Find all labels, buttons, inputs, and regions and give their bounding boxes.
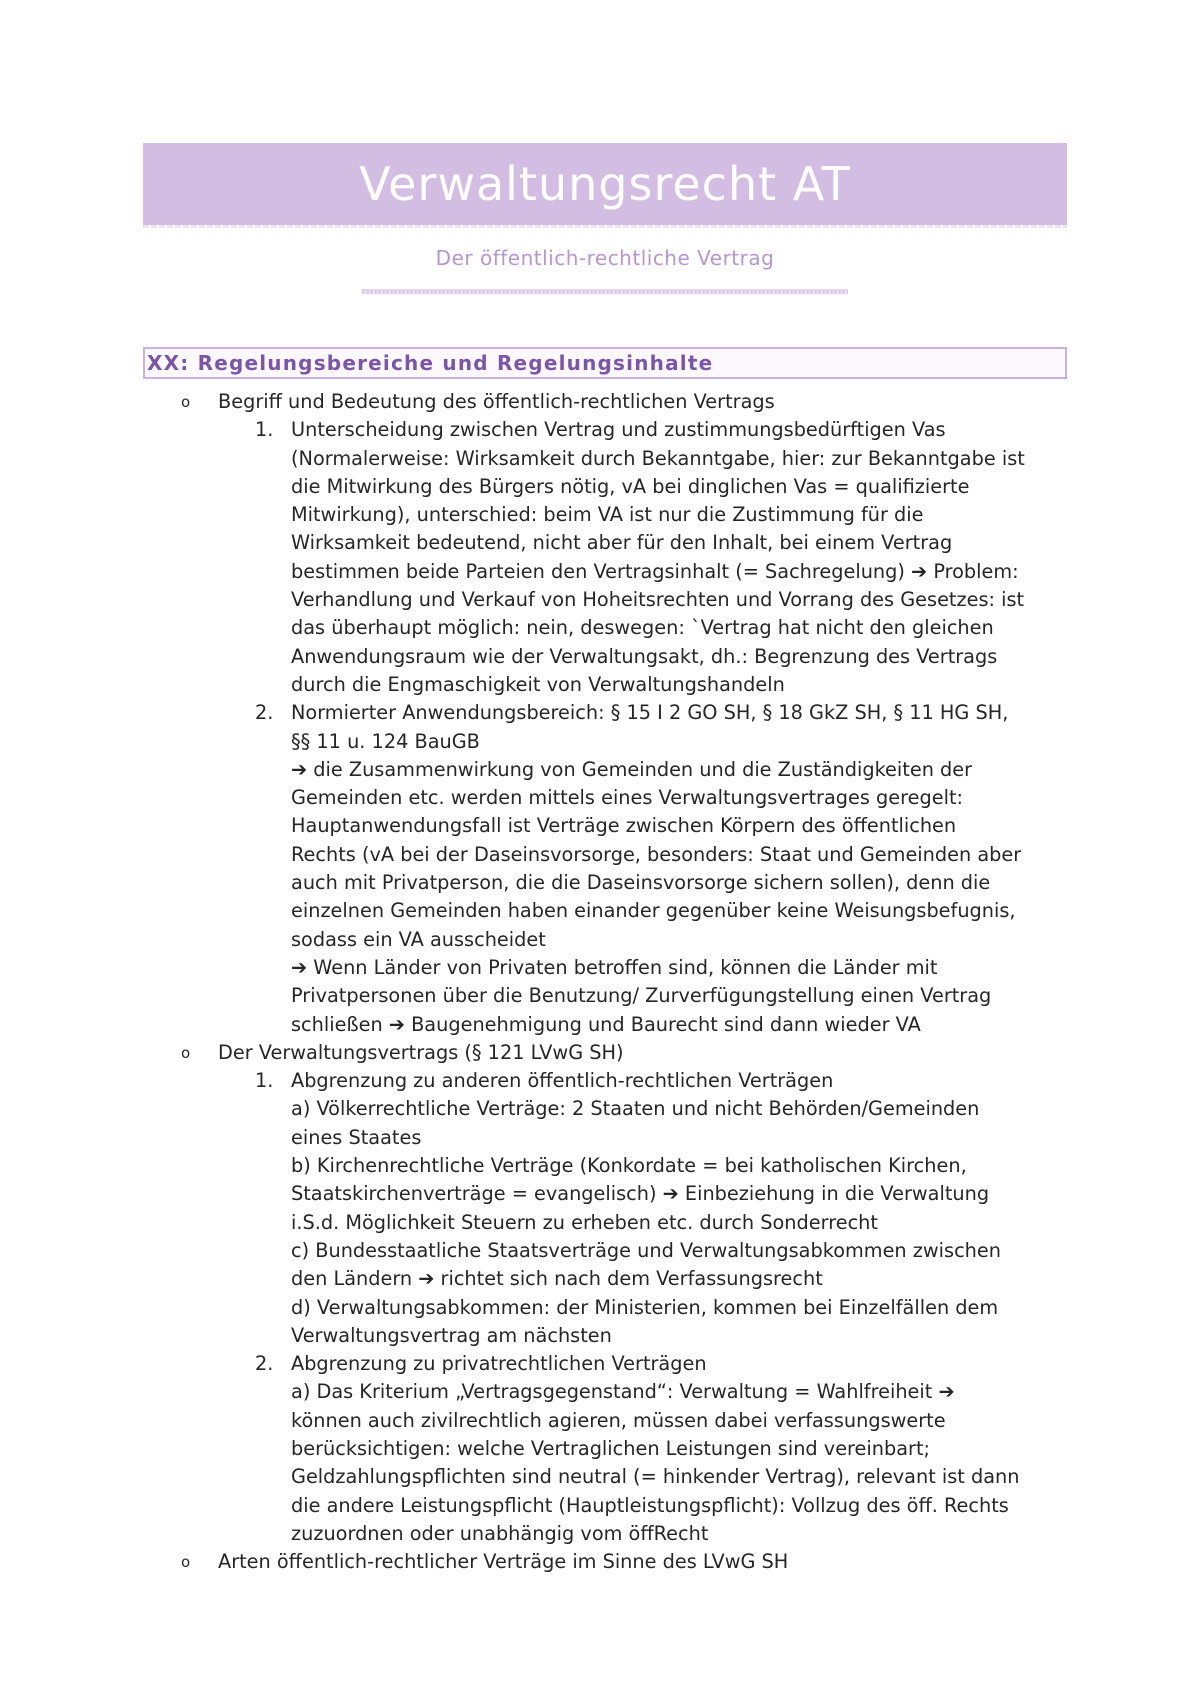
numbered-item	[0, 699, 1200, 1039]
item-text-line: Wirksamkeit bedeutend, nicht aber für den Inhalt, bei einem Vertrag	[291, 531, 953, 555]
item-text-line: §§ 11 u. 124 BauGB	[291, 729, 480, 753]
item-text-line: ➔ Wenn Länder von Privaten betroffen sind, können die Länder mit	[291, 955, 938, 979]
item-text-line: durch die Engmaschigkeit von Verwaltungshandeln	[291, 672, 785, 696]
item-text-line: Geldzahlungspflichten sind neutral (= hinkender Vertrag), relevant ist dann	[291, 1465, 1020, 1489]
section-heading-text: XX: Regelungsbereiche und Regelungsinhalte	[147, 351, 714, 375]
item-text-line: d) Verwaltungsabkommen: der Ministerien, kommen bei Einzelfällen dem	[291, 1295, 999, 1319]
item-text-line: Mitwirkung), unterschied: beim VA ist nur die Zustimmung für die	[291, 503, 924, 527]
item-number: 1.	[255, 418, 274, 442]
bullet-item	[0, 388, 1200, 416]
bullet-item	[0, 1548, 1200, 1576]
numbered-item	[0, 416, 1200, 699]
item-text-line: Hauptanwendungsfall ist Verträge zwischen Körpern des öffentlichen	[291, 814, 957, 838]
item-text-line: a) Das Kriterium „Vertragsgegenstand“: Verwaltung = Wahlfreiheit ➔	[291, 1380, 955, 1404]
numbered-item	[0, 1350, 1200, 1548]
document-title: Verwaltungsrecht AT	[359, 157, 851, 211]
item-text-line: berücksichtigen: welche Vertraglichen Leistungen sind vereinbart;	[291, 1436, 931, 1460]
item-text-line: Normierter Anwendungsbereich: § 15 I 2 GO SH, § 18 GkZ SH, § 11 HG SH,	[291, 701, 1009, 725]
item-text-line: Anwendungsraum wie der Verwaltungsakt, dh.: Begrenzung des Vertrags	[291, 644, 998, 668]
item-text-line: einzelnen Gemeinden haben einander gegenüber keine Weisungsbefugnis,	[291, 899, 1016, 923]
item-text-line: die Mitwirkung des Bürgers nötig, vA bei dinglichen Vas = qualifizierte	[291, 474, 970, 498]
item-text-line: Gemeinden etc. werden mittels eines Verwaltungsvertrages geregelt:	[291, 786, 964, 810]
document-subtitle: Der öffentlich-rechtliche Vertrag	[435, 246, 775, 270]
bullet-text: Der Verwaltungsvertrags (§ 121 LVwG SH)	[218, 1040, 624, 1064]
item-number: 2.	[255, 701, 274, 725]
item-text-line: Abgrenzung zu privatrechtlichen Verträgen	[291, 1352, 707, 1376]
bullet-marker: o	[181, 1553, 191, 1572]
item-text-line: Privatpersonen über die Benutzung/ Zurverfügungstellung einen Vertrag	[291, 984, 992, 1008]
title-banner	[143, 143, 1067, 225]
item-text-line: Abgrenzung zu anderen öffentlich-rechtlichen Verträgen	[291, 1069, 834, 1093]
document-body	[0, 388, 1200, 1576]
item-text-line: b) Kirchenrechtliche Verträge (Konkordate = bei katholischen Kirchen,	[291, 1154, 967, 1178]
bullet-marker: o	[181, 1043, 191, 1062]
item-text-line: Verhandlung und Verkauf von Hoheitsrechten und Vorrang des Gesetzes: ist	[291, 588, 1025, 612]
item-text-line: eines Staates	[291, 1125, 422, 1149]
title-divider	[143, 225, 1067, 228]
item-text-line: zuzuordnen oder unabhängig vom öffRecht	[291, 1521, 709, 1545]
item-text-line: bestimmen beide Parteien den Vertragsinhalt (= Sachregelung) ➔ Problem:	[291, 559, 1019, 583]
subtitle-divider	[362, 289, 848, 294]
item-number: 2.	[255, 1352, 274, 1376]
bullet-marker: o	[181, 393, 191, 411]
bullet-text: Begriff und Bedeutung des öffentlich-rechtlichen Vertrags	[218, 390, 775, 413]
item-number: 1.	[255, 1069, 274, 1093]
item-text-line: ➔ die Zusammenwirkung von Gemeinden und die Zuständigkeiten der	[291, 757, 973, 781]
item-text-line: schließen ➔ Baugenehmigung und Baurecht sind dann wieder VA	[291, 1012, 921, 1036]
item-text-line: i.S.d. Möglichkeit Steuern zu erheben etc. durch Sonderrecht	[291, 1210, 878, 1234]
item-text-line: a) Völkerrechtliche Verträge: 2 Staaten und nicht Behörden/Gemeinden	[291, 1097, 980, 1121]
item-text-line: Staatskirchenverträge = evangelisch) ➔ Einbeziehung in die Verwaltung	[291, 1182, 990, 1206]
section-heading	[143, 347, 1067, 379]
item-text-line: den Ländern ➔ richtet sich nach dem Verfassungsrecht	[291, 1267, 823, 1291]
item-text-line: sodass ein VA ausscheidet	[291, 927, 546, 951]
item-text-line: auch mit Privatperson, die die Daseinsvorsorge sichern sollen), denn die	[291, 871, 991, 895]
numbered-item	[0, 1067, 1200, 1350]
item-text-line: Unterscheidung zwischen Vertrag und zustimmungsbedürftigen Vas	[291, 418, 946, 442]
item-text-line: die andere Leistungspflicht (Hauptleistungspflicht): Vollzug des öff. Rechts	[291, 1493, 1009, 1517]
item-text-line: Verwaltungsvertrag am nächsten	[291, 1323, 612, 1347]
bullet-item	[0, 1039, 1200, 1067]
item-text-line: c) Bundesstaatliche Staatsverträge und Verwaltungsabkommen zwischen	[291, 1238, 1001, 1262]
item-text-line: das überhaupt möglich: nein, deswegen: `Vertrag hat nicht den gleichen	[291, 616, 994, 640]
item-text-line: können auch zivilrechtlich agieren, müssen dabei verfassungswerte	[291, 1408, 946, 1432]
item-text-line: Rechts (vA bei der Daseinsvorsorge, besonders: Staat und Gemeinden aber	[291, 842, 1022, 866]
bullet-text: Arten öffentlich-rechtlicher Verträge im Sinne des LVwG SH	[218, 1550, 789, 1574]
item-text-line: (Normalerweise: Wirksamkeit durch Bekanntgabe, hier: zur Bekanntgabe ist	[291, 446, 1025, 470]
